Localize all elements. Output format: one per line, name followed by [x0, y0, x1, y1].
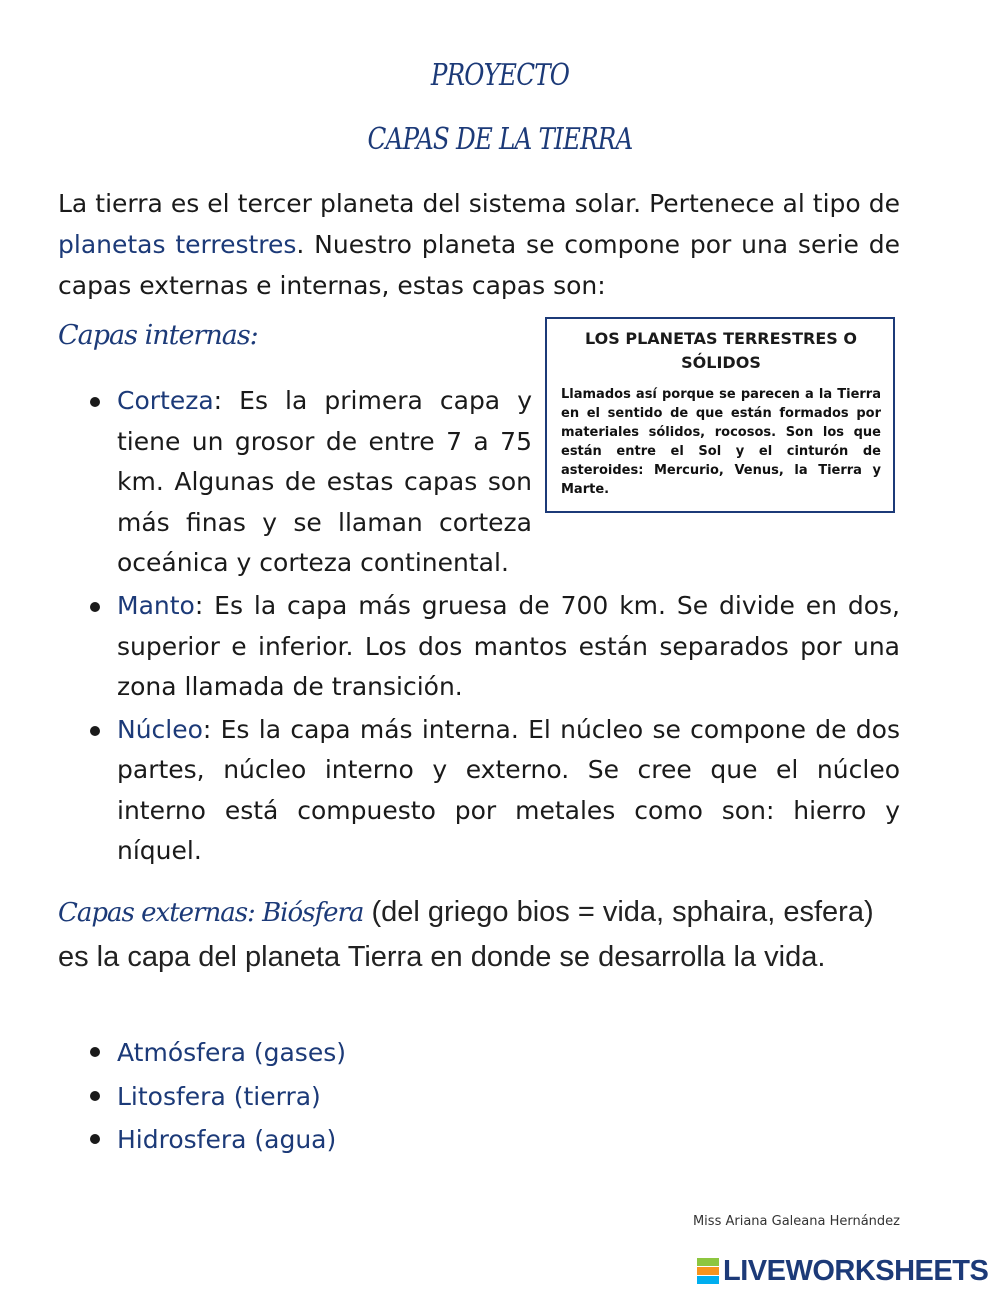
- bullet-icon: [90, 602, 100, 612]
- desc-corteza: : Es la primera capa y tiene un grosor de entre 7 a 75 km. Algunas de estas capas son más finas y se llaman corteza oceánica y corteza continental.: [117, 386, 532, 577]
- desc-manto: : Es la capa más gruesa de 700 km. Se divide en dos, superior e inferior. Los dos mantos están separados por una zona llamada de transición.: [117, 591, 900, 701]
- title-line-1: PROYECTO: [430, 58, 570, 93]
- planetas-terrestres-link: planetas terrestres: [58, 230, 297, 259]
- icon-block-3: [697, 1276, 719, 1284]
- litosfera-label: Litosfera (tierra): [117, 1081, 321, 1111]
- biosfera-text: (del griego bios = vida, sphaira, esfera) es la capa del planeta Tierra en donde se desarrolla la vida.: [58, 896, 874, 973]
- internas-list: [88, 586, 900, 874]
- intro-text-start: La tierra es el tercer planeta del sistema solar. Pertenece al tipo de: [58, 189, 900, 218]
- bullet-icon: [90, 726, 100, 736]
- corteza-list: [88, 381, 532, 584]
- list-item-litosfera: [88, 1075, 900, 1119]
- list-item-nucleo: [88, 710, 900, 872]
- title-line-2: CAPAS DE LA TIERRA: [367, 122, 633, 157]
- liveworksheets-icon: [697, 1258, 719, 1285]
- externas-list: [88, 1031, 900, 1162]
- intro-text-end: . Nuestro planeta se compone por una serie de capas externas e internas, estas capas son:: [58, 230, 900, 300]
- bullet-icon: [90, 397, 100, 407]
- liveworksheets-logo[interactable]: [697, 1256, 988, 1286]
- term-corteza: Corteza: [117, 386, 214, 415]
- icon-block-2: [697, 1267, 719, 1275]
- hidrosfera-label: Hidrosfera (agua): [117, 1125, 337, 1154]
- term-nucleo: Núcleo: [117, 714, 203, 744]
- capas-internas-heading: Capas internas:: [58, 320, 258, 351]
- brand-name: LIVEWORKSHEETS: [723, 1254, 989, 1287]
- bullet-icon: [90, 1047, 100, 1057]
- intro-paragraph: [58, 183, 900, 306]
- desc-nucleo: : Es la capa más interna. El núcleo se compone de dos partes, núcleo interno y externo. Se cree que el núcleo interno está compuesto por metales como son: hierro y níquel.: [117, 714, 900, 865]
- info-box-title: LOS PLANETAS TERRESTRES O SÓLIDOS: [585, 329, 857, 372]
- list-item-hidrosfera: [88, 1118, 900, 1162]
- list-item-manto: [88, 586, 900, 708]
- info-box: [545, 317, 895, 513]
- capas-externas-paragraph: [58, 890, 900, 979]
- term-manto: Manto: [117, 591, 195, 620]
- list-item-corteza: [88, 381, 532, 584]
- atmosfera-label: Atmósfera (gases): [117, 1038, 346, 1067]
- author-credit: Miss Ariana Galeana Hernández: [692, 1214, 900, 1229]
- list-item-atmosfera: [88, 1031, 900, 1075]
- bullet-icon: [90, 1091, 100, 1101]
- bullet-icon: [90, 1134, 100, 1144]
- capas-externas-heading: Capas externas: Biósfera: [58, 898, 364, 928]
- icon-block-1: [697, 1258, 719, 1266]
- info-box-text: Llamados así porque se parecen a la Tierra en el sentido de que están formados por materiales sólidos, rocosos. Son los que están entre el Sol y el cinturón de asteroides: Mercurio, Venus, la Tierra y Marte.: [561, 387, 881, 497]
